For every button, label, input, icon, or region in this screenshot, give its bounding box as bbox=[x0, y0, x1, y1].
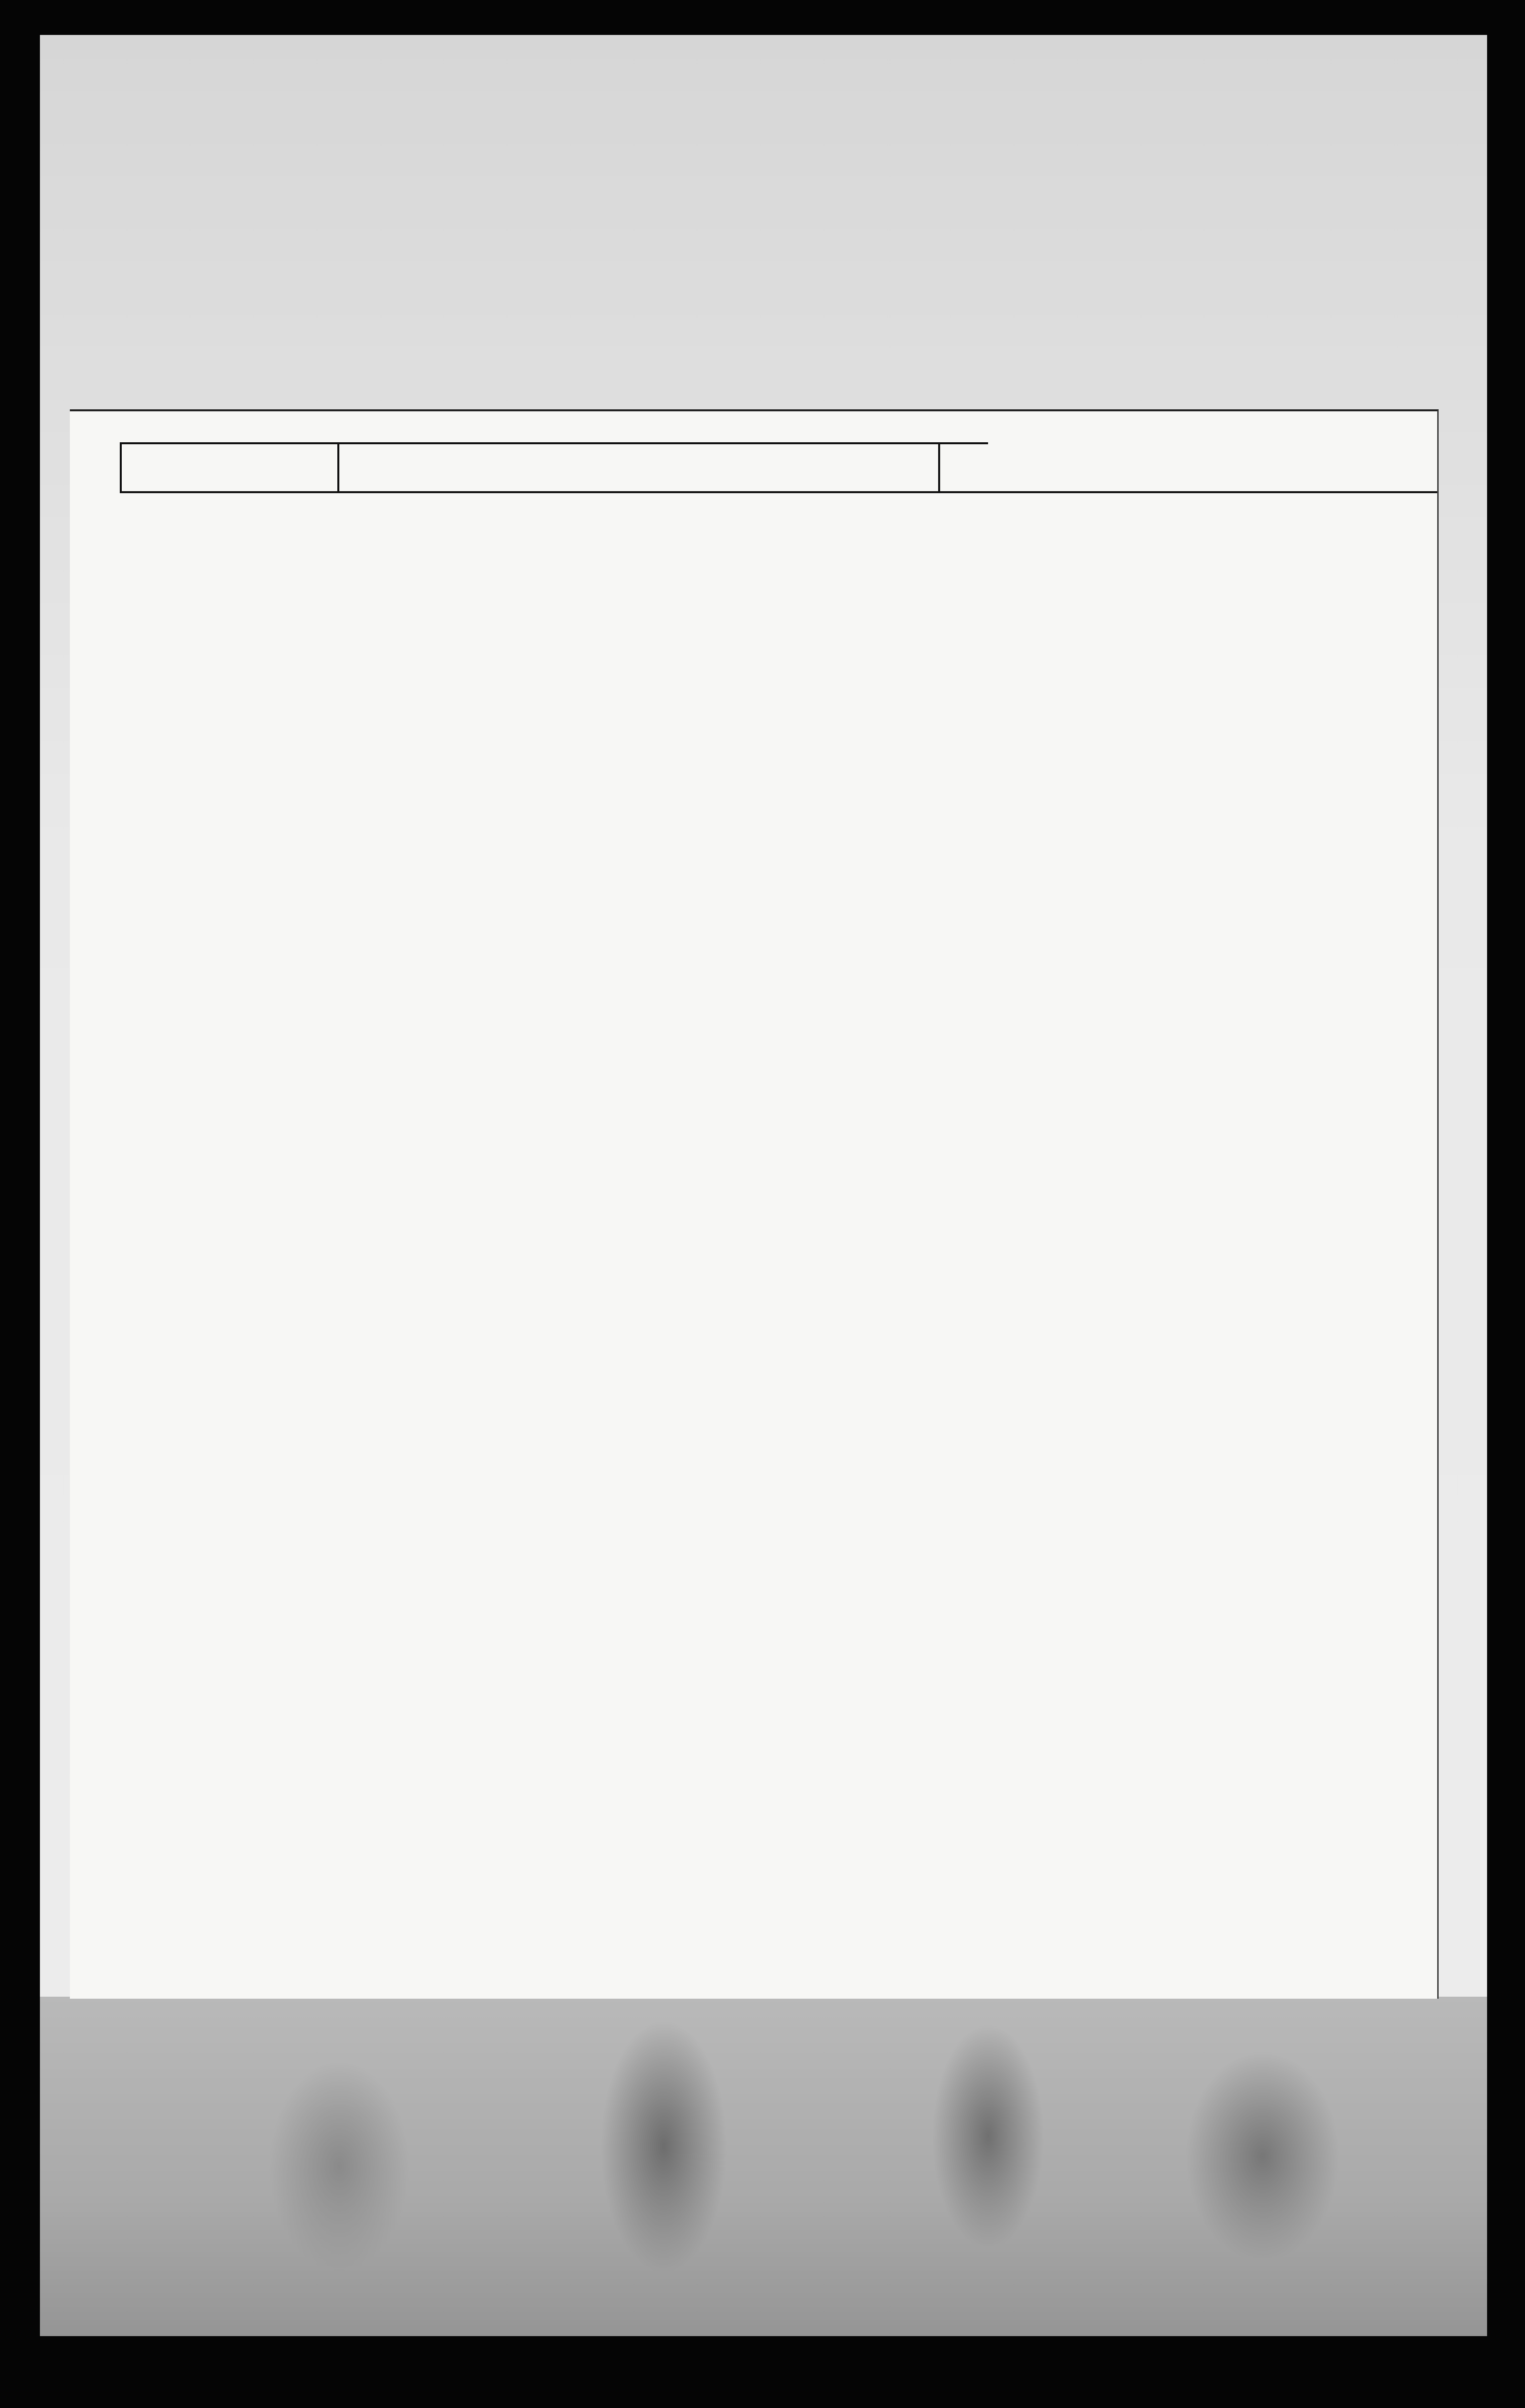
header-box-bottom bbox=[120, 491, 1437, 493]
header-box-right bbox=[938, 442, 940, 492]
header-box-top bbox=[120, 442, 988, 444]
ship-register-form bbox=[70, 409, 1439, 1999]
header-box-left bbox=[120, 442, 122, 492]
photo-smudge bbox=[40, 1997, 1487, 2336]
header-box-divider bbox=[337, 442, 339, 492]
